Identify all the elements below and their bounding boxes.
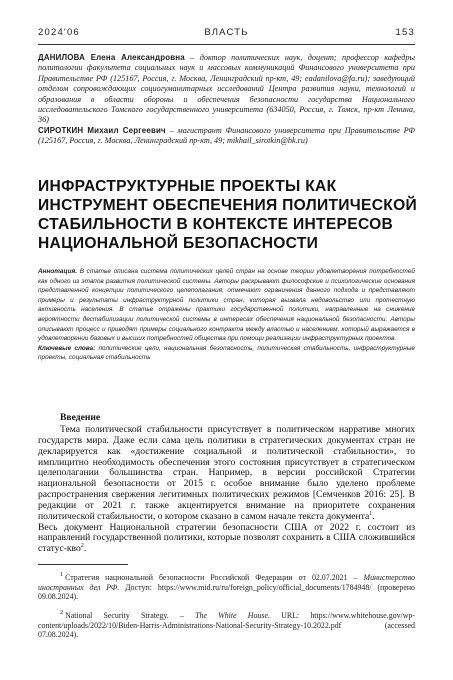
author-name: ДАНИЛОВА Елена Александровна bbox=[38, 53, 185, 62]
footnote bbox=[38, 573, 415, 602]
paragraph-text: Весь документ Национальной стратегии безопасности США от 2022 г. состоит из направлений государственной политики, которые позволят сохранить в США сложившийся статус-кво bbox=[38, 521, 415, 555]
abstract-body: В статье описана система политических целей стран на основе теории удовлетворения потребностей как одного из этапов развития политической системы. Авторы раскрывают философские и психологические основания представленной концепции политического целеполагания, отмечают ограничения данного подхода и представляют примеры и результаты инфраструктурной политики стран, которая вызвала недовольство или протестную активность населения. В статье отражены практики государственной политики, направленные на снижение вероятности дестабилизации политической системы в интересах обеспечения национальной безопасности. Авторы описывают процесс и приводят примеры социального контракта между властью и населением, который выражается в удовлетворении базовых и высших потребностей общества при помощи реализации инфраструктурных проектов. bbox=[38, 268, 415, 343]
section-heading: Введение bbox=[60, 412, 101, 423]
footnote-ref[interactable]: 2 bbox=[80, 543, 84, 550]
footnote-text: Стратегия национальной безопасности Российской Федерации от 02.07.2021 – bbox=[65, 573, 358, 582]
footnote-ref[interactable]: 1 bbox=[369, 510, 373, 517]
abstract-label: Аннотация. bbox=[38, 268, 78, 275]
footnote-number: 2 bbox=[60, 609, 64, 617]
author-name: СИРОТКИН Михаил Сергеевич bbox=[38, 125, 166, 135]
footnote-rule bbox=[38, 564, 128, 565]
paragraph-end: . bbox=[83, 543, 87, 555]
footnote-source: Министерство иностранных дел РФ. bbox=[38, 573, 415, 592]
header-rule bbox=[38, 44, 415, 45]
paragraph bbox=[38, 425, 415, 523]
running-header bbox=[38, 27, 415, 39]
paragraph bbox=[38, 523, 415, 556]
footnote bbox=[38, 611, 415, 640]
author-info bbox=[38, 53, 415, 147]
footnote-link[interactable]: URL: https://www.whitehouse.gov/wp-content/uploads/2022/10/Biden-Harris-Administrations-National-Security-Strategy-10.2022.pdf (accessed 07.08.2024). bbox=[38, 611, 416, 640]
footnote-link[interactable]: Доступ: https://www.mid.ru/ru/foreign_policy/official_documents/1784948/ (проверено 09.08.2024). bbox=[38, 582, 415, 602]
paragraph-end: . bbox=[372, 510, 375, 522]
page-number: 153 bbox=[395, 27, 415, 38]
author-entry bbox=[38, 53, 415, 126]
keywords-list: политические цели, национальная безопасность, политическая стабильность, инфраструктурные проекты, социальная стабильность bbox=[38, 344, 415, 362]
author-entry bbox=[38, 126, 415, 147]
footnote-source: The White House. bbox=[183, 611, 270, 620]
journal-name: ВЛАСТЬ bbox=[204, 27, 249, 38]
abstract bbox=[38, 267, 415, 363]
author-bio: – доктор политических наук, доцент; профессор кафедры политологии факультета социальных наук и массовых коммуникаций Финансового университета при Правительстве РФ (125167, Россия, г. Москва, Ленинградский пр-кт, 49; eadanilova@fa.ru); заведующий отделом сопровождающих социогуманитарных исследований Центра развития науки, технологий и образования в области обороны и обеспечения безопасности государства Национального исследовательского Томского государственного университета (634050, Россия, г. Томск, пр-кт Ленина, 36) bbox=[38, 53, 416, 125]
body-text bbox=[38, 425, 415, 555]
paragraph-text: Тема политической стабильности присутствует в политическом нарративе многих государств мира. Даже если сама цель политики в стратегических документах стран не декларируется как «достижение социальной и политической стабильности», то имплицитно необходимость обеспечения этого состояния присутствует в стратегическом целеполагании большинства стран. Например, в версии российской Стратегии национальной безопасности от 2015 г. особое внимание было уделено проблеме распространения свержения легитимных политических режимов [Семченков 2016: 25]. В редакции от 2021 г. также акцентируется внимание на приоритете сохранения политической стабильности, о котором сказано в самом начале текста документа bbox=[38, 424, 415, 522]
article-title: ИНФРАСТРУКТУРНЫЕ ПРОЕКТЫ КАК ИНСТРУМЕНТ ОБЕСПЕЧЕНИЯ ПОЛИТИЧЕСКОЙ СТАБИЛЬНОСТИ В КОНТЕКСТЕ ИНТЕРЕСОВ НАЦИОНАЛЬНОЙ БЕЗОПАСНОСТИ bbox=[38, 178, 418, 252]
keywords bbox=[38, 344, 415, 363]
footnote-number: 1 bbox=[60, 571, 64, 579]
footnote-text: National Security Strategy. – bbox=[65, 611, 184, 620]
issue-number: 2024'06 bbox=[38, 27, 80, 38]
abstract-text bbox=[38, 267, 415, 344]
keywords-label: Ключевые слова: bbox=[38, 344, 96, 352]
author-bio: – магистрант Финансового университета при Правительстве РФ (125167, Россия, г. Москва, Ленинградский пр-кт, 49; mikhail_sirotkin@bk.ru) bbox=[38, 125, 415, 146]
